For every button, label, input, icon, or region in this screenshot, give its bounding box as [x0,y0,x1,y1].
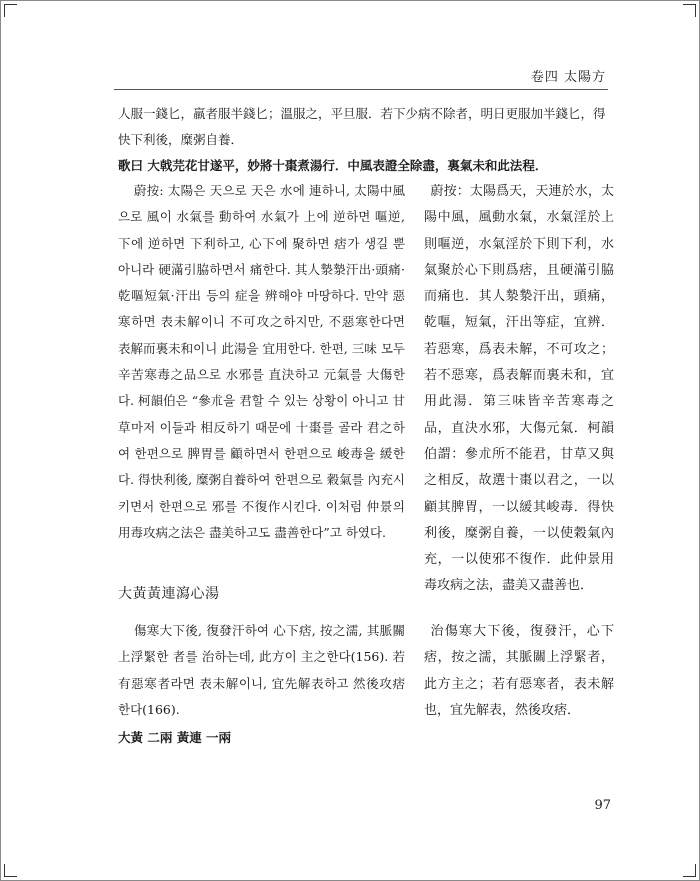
crop-mark [683,864,696,877]
section-classical-text: 治傷寒大下後，復發汗，心下痞，按之濡，其脈關上浮緊者，此方主之；若有惡寒者，表未解也，宜先解表，然後攻痞． [424,623,614,717]
section-classical [424,618,614,723]
running-header: 卷四 太陽方 [530,70,606,85]
section-title: 大黃黃連瀉心湯 [118,586,220,602]
commentary-classical [424,178,614,599]
formula-line: 大黃 二兩 黃連 一兩 [118,730,232,745]
page-number: 97 [594,798,611,813]
commentary-korean [118,178,405,546]
commentary-classical-text: 蔚按：太陽爲天，天連於水，太陽中風，風動水氣，水氣淫於上則嘔逆，水氣淫於下則下利，水氣聚於心下則爲痞，且硬滿引脇而痛也．其人漐漐汗出，頭痛，乾嘔，短氣，汗出等症，宜辨．若惡寒，爲表未解，不可攻之；若不惡寒，爲表解而裏未和，宜用此湯．第三味皆辛苦寒毒之品，直決水邪，大傷元氣．柯韻伯謂：參朮所不能君，甘草又與之相反，故選十棗以君之，一以顧其脾胃，一以緩其峻毒．得快利後，糜粥自養，一以使穀氣內充，一以使邪不復作．此仲景用毒攻病之法，盡美又盡善也． [424,183,614,593]
section-korean [118,618,405,723]
intro-paragraph [118,101,610,153]
commentary-korean-text: 蔚按: 太陽은 天으로 天은 水에 連하니, 太陽中風으로 風이 水氣를 動하여 水氣가 上에 逆하면 嘔逆, 下에 逆하면 下利하고, 心下에 聚하면 痞가 생길 뿐 아니라 硬滿引脇하면서 痛한다. 其人漐漐汗出·頭痛·乾嘔短氣·汗出 등의 症을 辨해야 마땅하다. 만약 惡寒하면 表未解이니 不可攻之하지만, 不惡寒한다면 表解而裏未和이니 此湯을 宜用한다. 한편, 三味 모두 辛苦寒毒之品으로 水邪를 直決하고 元氣를 大傷한다. 柯韻伯은 “參朮을 君할 수 있는 상황이 아니고 甘草마저 이들과 相反하기 때문에 十棗를 골라 君之하여 한편으로 脾胃를 顧하면서 한편으로 峻毒을 緩한다. 得快利後, 糜粥自養하여 한편으로 穀氣를 內充시키면서 한편으로 邪를 不復作시킨다. 이처럼 仲景의 用毒攻病之法은 盡美하고도 盡善한다”고 하였다. [118,183,405,540]
section-korean-text: 傷寒大下後, 復發汗하여 心下痞, 按之濡, 其脈關上浮緊한 者를 治하는데, 此方이 主之한다(156). 若有惡寒者라면 表未解이니, 宜先解表하고 然後攻痞한다(166). [118,623,405,717]
crop-mark [683,4,696,17]
crop-mark [4,864,17,877]
verse-line: 歌曰 大戟芫花甘遂平，妙將十棗煮湯行．中風表證全除盡，裏氣未和此法程． [118,158,548,173]
header-rule [114,89,608,90]
intro-text: 人服一錢匕，羸者服半錢匕；溫服之，平旦服．若下少病不除者，明日更服加半錢匕，得快下利後，糜粥自養． [118,106,606,147]
crop-mark [4,4,17,17]
